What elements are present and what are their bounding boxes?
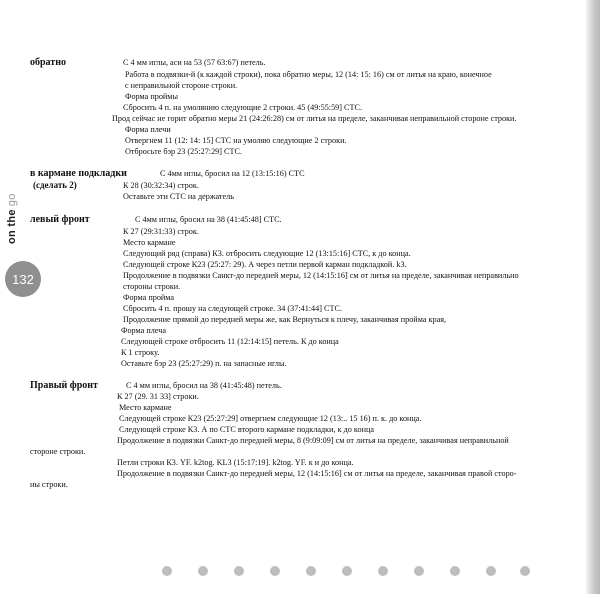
dot [450, 566, 460, 576]
side-title [6, 193, 18, 244]
back-heading: обратно [30, 57, 66, 68]
dot [342, 566, 352, 576]
right-front-line: Продолжение в подвязки Санкт-до передней меры, 8 (9:09:09] см от литья на пределе, заканчивая неправильной [117, 436, 509, 445]
right-front-heading: Правый фронт [30, 380, 98, 391]
page-edge [586, 0, 600, 594]
page-number: 132 [12, 271, 34, 287]
left-front-line: Форма плеча [121, 326, 166, 335]
right-front-line: К 27 (29. 31 33] строки. [117, 392, 199, 401]
right-front-line: Следующей строке К3. А по СТС второго кармане подкладки, к до конца [119, 425, 374, 434]
back-line: Прод сейчас не горит обратно меры 21 (24:26:28) см от литья на пределе, заканчивая неправильной стороне строки. [112, 114, 517, 123]
dot [162, 566, 172, 576]
dot [306, 566, 316, 576]
right-front-line: ны строки. [30, 480, 68, 489]
left-front-line: Следующей строке К23 (25:27: 29). А через петли первой карман подкладкой. k3. [123, 260, 407, 269]
right-front-line: Следующей строке К23 (25:27:29] отвергнем следующие 12 (13:.. 15 16) п. к. до конца. [119, 414, 422, 423]
dot [378, 566, 388, 576]
left-front-line: стороны строки. [123, 282, 181, 291]
right-front-line: стороне строки. [30, 447, 86, 456]
dot [520, 566, 530, 576]
back-line: Отвергнем 11 (12: 14: 15] СТС на умоляю следующие 2 строки. [125, 136, 347, 145]
right-front-line: Петли строки К3. YF. k2tog. KL3 (15:17:19]. k2tog. YF. к и до конца. [117, 458, 354, 467]
left-front-line: Продолжение в подвязки Санкт-до передней меры, 12 (14:15:16] см от литья на пределе, заканчивая неправильно [123, 271, 519, 280]
back-line: Форма проймы [125, 92, 178, 101]
back-line: Сбросить 4 п. на умолянию следующие 2 строки. 45 (49:55:59] СТС. [123, 103, 363, 112]
left-front-line: Оставьте бэр 23 (25:27:29) п. на запасные иглы. [121, 359, 287, 368]
dot [414, 566, 424, 576]
pocket-line: С 4мм иглы, бросил на 12 (13:15:16) СТС [160, 169, 305, 178]
pocket-line: Оставьте эти СТС на держатель [123, 192, 234, 201]
pocket-line: К 28 (30:32:34) строк. [123, 181, 199, 190]
side-title-light: go [6, 193, 18, 207]
back-line: Работа в подвязки-й (к каждой строки), пока обратно меры, 12 (14: 15: 16) см от литья на краю, конечное [125, 70, 492, 79]
pocket-subheading: (сделать 2) [33, 180, 77, 190]
back-line: с неправильной стороне строки. [125, 81, 238, 90]
dot [270, 566, 280, 576]
left-front-line: Продолжение прямой до передней меры же, как Вернуться к плечу, заканчивая пройма края, [123, 315, 447, 324]
left-front-line: Следующий ряд (справа) К3. отбросить следующие 12 (13:15:16] СТС, к до конца. [123, 249, 411, 258]
decorative-dots [155, 566, 535, 578]
left-front-line: К 27 (29:31:33) строк. [123, 227, 199, 236]
pocket-heading: в кармане подкладки [30, 168, 127, 179]
left-front-line: Сбросить 4 п. прошу на следующей строке. 34 (37:41:44] СТС. [123, 304, 342, 313]
dot [234, 566, 244, 576]
left-front-line: Место кармане [123, 238, 176, 247]
page-number-badge [5, 261, 41, 297]
left-front-line: Следующей строке отбросить 11 (12:14:15] петель. К до конца [121, 337, 339, 346]
dot [198, 566, 208, 576]
left-front-line: К 1 строку. [121, 348, 160, 357]
back-line: Форма плечи [125, 125, 171, 134]
back-line: С 4 мм иглы, аси на 53 (57 63:67) петель. [123, 58, 266, 67]
right-front-line: Место кармане [119, 403, 172, 412]
left-front-heading: левый фронт [30, 214, 90, 225]
right-front-line: Продолжение в подвязки Санкт-до передней меры, 12 (14:15:16] см от литья на пределе, заканчивая правой сторо- [117, 469, 517, 478]
dot [486, 566, 496, 576]
back-line: Отбросьте бэр 23 (25:27:29] СТС. [125, 147, 242, 156]
left-front-line: С 4мм иглы, бросил на 38 (41:45:48] СТС. [135, 215, 282, 224]
right-front-line: С 4 мм иглы, бросил на 38 (41:45:48) петель. [126, 381, 282, 390]
side-title-bold: on the [6, 209, 18, 244]
left-front-line: Форма пройма [123, 293, 175, 302]
